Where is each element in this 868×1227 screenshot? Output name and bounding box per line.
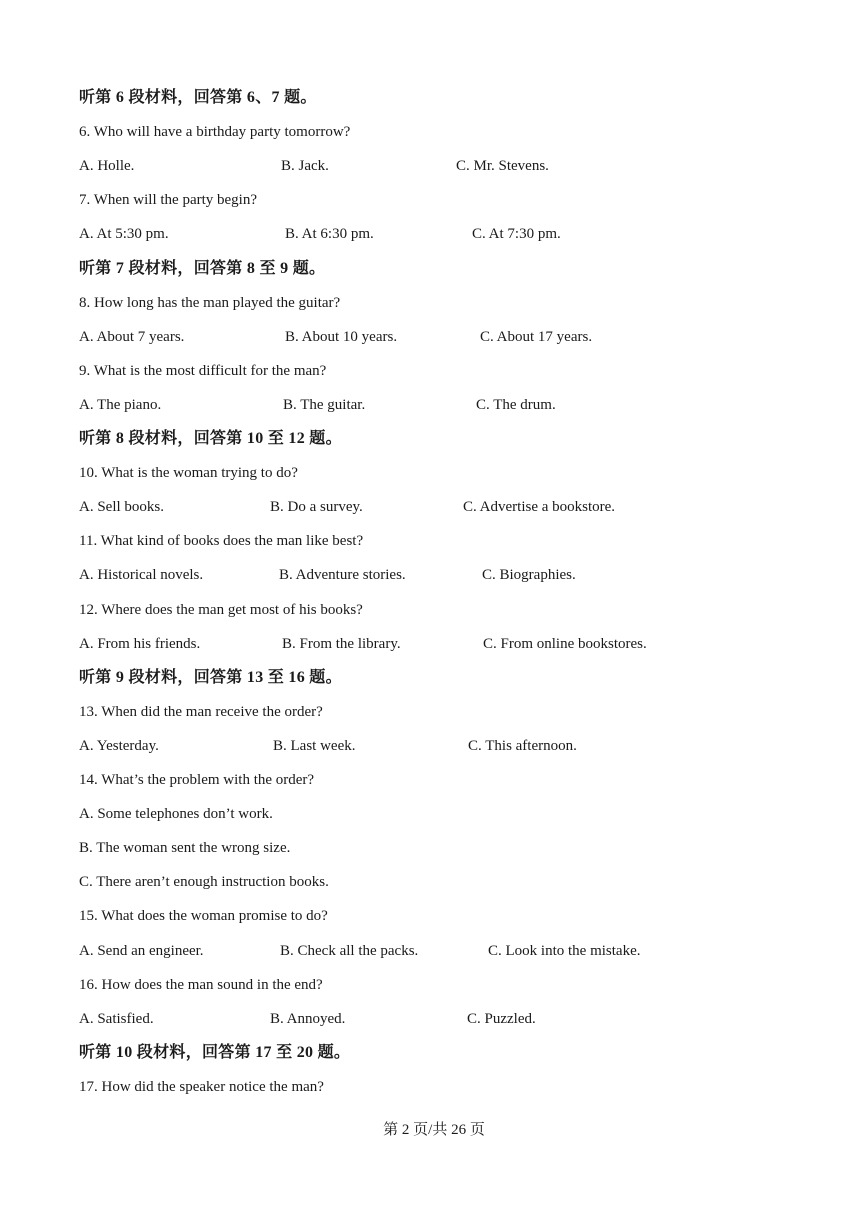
question-text: 15. What does the woman promise to do? <box>79 908 328 924</box>
section-heading: 听第 10 段材料，回答第 17 至 20 题。 <box>79 1044 351 1061</box>
question-text: 10. What is the woman trying to do? <box>79 465 298 481</box>
answer-option: B. Annoyed. <box>270 1011 346 1027</box>
answer-option: A. Satisfied. <box>79 1011 154 1027</box>
question-text: A. Some telephones don’t work. <box>79 806 273 822</box>
section-heading: 听第 9 段材料，回答第 13 至 16 题。 <box>79 669 342 686</box>
answer-option: A. From his friends. <box>79 636 201 652</box>
answer-option: B. The guitar. <box>283 397 366 413</box>
answer-option: C. About 17 years. <box>480 329 593 345</box>
answer-option: A. About 7 years. <box>79 329 185 345</box>
question-text: C. There aren’t enough instruction books. <box>79 874 329 890</box>
answer-option: B. Adventure stories. <box>279 567 406 583</box>
answer-option: C. Biographies. <box>482 567 576 583</box>
question-text: 7. When will the party begin? <box>79 192 258 208</box>
answer-option: C. From online bookstores. <box>483 636 647 652</box>
answer-option: A. At 5:30 pm. <box>79 226 169 242</box>
question-text: 8. How long has the man played the guitar? <box>79 295 341 311</box>
question-text: 11. What kind of books does the man like best? <box>79 533 364 549</box>
answer-option: C. Advertise a bookstore. <box>463 499 616 515</box>
answer-option: A. Send an engineer. <box>79 943 204 959</box>
question-text: 14. What’s the problem with the order? <box>79 772 315 788</box>
answer-option: C. Puzzled. <box>467 1011 536 1027</box>
section-heading: 听第 7 段材料，回答第 8 至 9 题。 <box>79 260 326 277</box>
answer-option: B. About 10 years. <box>285 329 398 345</box>
answer-option: C. The drum. <box>476 397 556 413</box>
answer-option: B. Last week. <box>273 738 356 754</box>
answer-option: C. This afternoon. <box>468 738 577 754</box>
answer-option: A. The piano. <box>79 397 162 413</box>
question-text: 9. What is the most difficult for the man? <box>79 363 327 379</box>
question-text: 17. How did the speaker notice the man? <box>79 1079 324 1095</box>
answer-option: B. Jack. <box>281 158 329 174</box>
section-heading: 听第 8 段材料，回答第 10 至 12 题。 <box>79 430 342 447</box>
page-footer: 第 2 页/共 26 页 <box>383 1122 485 1138</box>
answer-option: A. Sell books. <box>79 499 165 515</box>
answer-option: A. Historical novels. <box>79 567 204 583</box>
question-text: 16. How does the man sound in the end? <box>79 977 323 993</box>
answer-option: B. Check all the packs. <box>280 943 419 959</box>
answer-option: C. Mr. Stevens. <box>456 158 549 174</box>
answer-option: C. At 7:30 pm. <box>472 226 561 242</box>
answer-option: A. Holle. <box>79 158 135 174</box>
section-heading: 听第 6 段材料，回答第 6、7 题。 <box>79 89 317 106</box>
answer-option: B. Do a survey. <box>270 499 363 515</box>
answer-option: B. From the library. <box>282 636 401 652</box>
question-text: 6. Who will have a birthday party tomorrow? <box>79 124 351 140</box>
question-text: 13. When did the man receive the order? <box>79 704 323 720</box>
answer-option: A. Yesterday. <box>79 738 159 754</box>
question-text: B. The woman sent the wrong size. <box>79 840 291 856</box>
question-text: 12. Where does the man get most of his books? <box>79 602 363 618</box>
answer-option: B. At 6:30 pm. <box>285 226 374 242</box>
answer-option: C. Look into the mistake. <box>488 943 641 959</box>
